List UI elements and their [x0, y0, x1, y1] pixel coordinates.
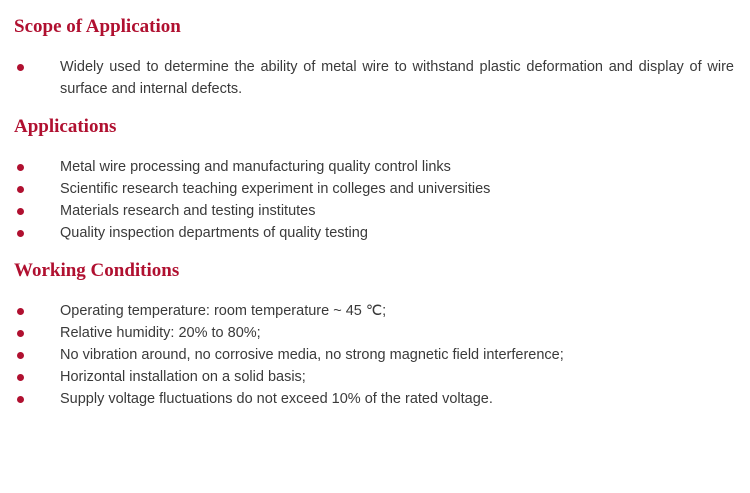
list-item-text: Metal wire processing and manufacturing quality control links: [60, 159, 451, 175]
list-item-text: Materials research and testing institutes: [60, 203, 316, 219]
list-item: [14, 56, 736, 100]
list-item: [14, 388, 736, 410]
list-item: [14, 200, 736, 222]
bullet-dot-icon: [14, 156, 60, 178]
list-item: [14, 178, 736, 200]
list-item-text: Operating temperature: room temperature ~ 45 ℃;: [60, 303, 387, 319]
list-item-text: Scientific research teaching experiment in colleges and universities: [60, 181, 491, 197]
bullet-dot-icon: [14, 178, 60, 200]
section-heading-applications: Applications: [14, 116, 117, 137]
list-item: [14, 156, 736, 178]
bullet-dot-icon: [14, 388, 60, 410]
bullet-dot-icon: [14, 366, 60, 388]
spacer: [14, 284, 736, 300]
list-item-text: Relative humidity: 20% to 80%;: [60, 325, 261, 341]
section-working-conditions: [14, 258, 736, 410]
bullet-dot-icon: [14, 344, 60, 366]
bullet-dot-icon: [14, 322, 60, 344]
list-item-text: No vibration around, no corrosive media, no strong magnetic field interference;: [60, 347, 564, 363]
list-item: [14, 300, 736, 322]
list-item-text: Horizontal installation on a solid basis;: [60, 369, 306, 385]
section-applications: [14, 114, 736, 244]
section-heading-scope-of-application: Scope of Application: [14, 16, 181, 37]
spacer: [14, 244, 736, 258]
list-item-text: Supply voltage fluctuations do not exceed 10% of the rated voltage.: [60, 391, 493, 407]
bullet-dot-icon: [14, 222, 60, 244]
spacer: [14, 100, 736, 114]
spacer: [14, 140, 736, 156]
bullet-dot-icon: [14, 300, 60, 322]
bullet-list-working-conditions: [14, 300, 736, 410]
section-scope-of-application: [14, 14, 736, 100]
bullet-list-scope-of-application: [14, 56, 736, 100]
bullet-list-applications: [14, 156, 736, 244]
bullet-dot-icon: [14, 200, 60, 222]
list-item: [14, 344, 736, 366]
spacer: [14, 40, 736, 56]
section-heading-working-conditions: Working Conditions: [14, 260, 180, 281]
bullet-dot-icon: [14, 56, 60, 78]
list-item-text: Quality inspection departments of quality testing: [60, 225, 368, 241]
list-item-text: Widely used to determine the ability of metal wire to withstand plastic deformation and display of wire surface and internal defects.: [60, 59, 734, 97]
list-item: [14, 322, 736, 344]
list-item: [14, 222, 736, 244]
list-item: [14, 366, 736, 388]
